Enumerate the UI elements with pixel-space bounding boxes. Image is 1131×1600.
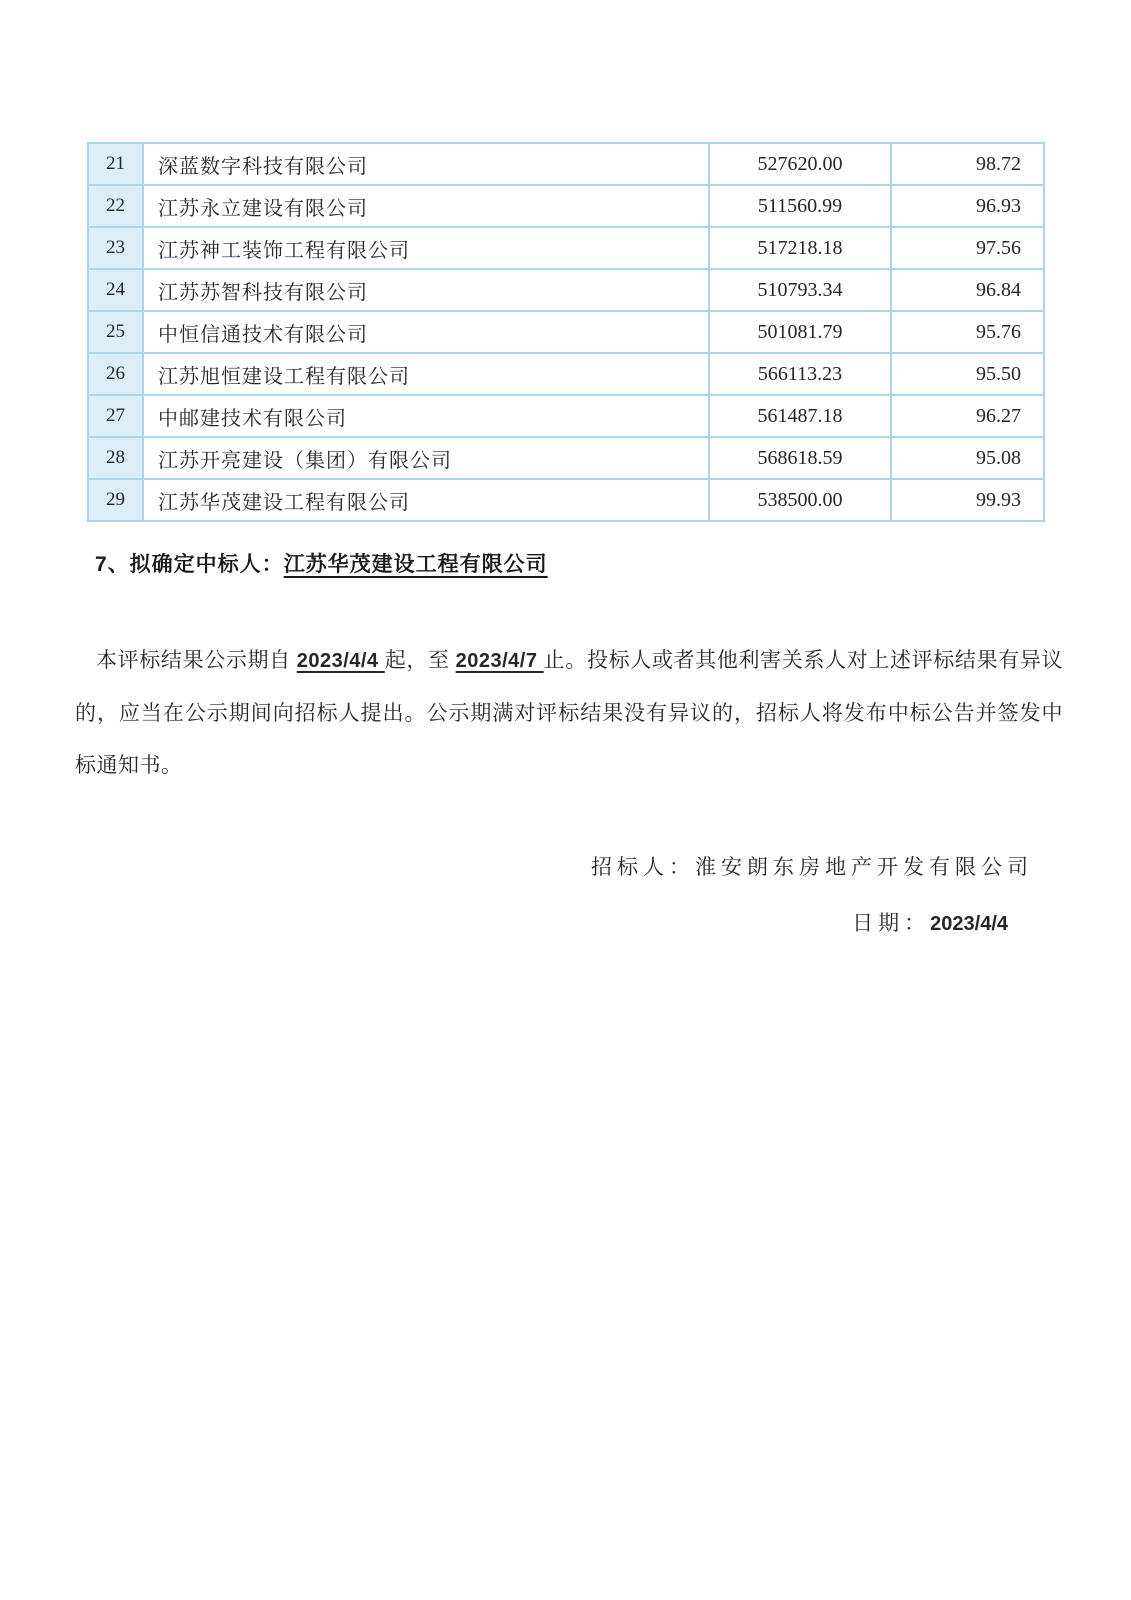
table-row: [88, 143, 1044, 185]
row-number-cell: 26: [88, 353, 143, 395]
table-row: [88, 185, 1044, 227]
publicity-start-date: 2023/4/4: [296, 650, 385, 672]
table-row: [88, 395, 1044, 437]
notice-text-3: 止。投标人或者其他利害关系人对上述评标结果有异议的，应当在公示期间向招标人提出。公示期满对评标结果没有异议的，招标人将发布中标公告并签发中标通知书。: [75, 648, 1064, 777]
company-name-cell: 中恒信通技术有限公司: [143, 311, 709, 353]
score-cell: 99.93: [891, 479, 1044, 521]
tenderer-name: 淮安朗东房地产开发有限公司: [695, 855, 1033, 879]
table-row: [88, 269, 1044, 311]
row-number-cell: 21: [88, 143, 143, 185]
score-cell: 98.72: [891, 143, 1044, 185]
winner-company: 江苏华茂建设工程有限公司: [283, 553, 548, 576]
score-cell: 95.08: [891, 437, 1044, 479]
row-number-cell: 24: [88, 269, 143, 311]
notice-paragraph: [75, 634, 1063, 791]
score-cell: 96.84: [891, 269, 1044, 311]
bid-price-cell: 501081.79: [709, 311, 891, 353]
bid-price-cell: 510793.34: [709, 269, 891, 311]
company-name-cell: 深蓝数字科技有限公司: [143, 143, 709, 185]
row-number-cell: 29: [88, 479, 143, 521]
score-cell: 95.76: [891, 311, 1044, 353]
company-name-cell: 江苏开亮建设（集团）有限公司: [143, 437, 709, 479]
company-name-cell: 江苏神工装饰工程有限公司: [143, 227, 709, 269]
score-cell: 97.56: [891, 227, 1044, 269]
bid-price-cell: 527620.00: [709, 143, 891, 185]
company-name-cell: 江苏旭恒建设工程有限公司: [143, 353, 709, 395]
date-line: [852, 907, 1008, 937]
table-row: [88, 479, 1044, 521]
table-row: [88, 437, 1044, 479]
bid-price-cell: 561487.18: [709, 395, 891, 437]
score-cell: 96.27: [891, 395, 1044, 437]
bid-price-cell: 511560.99: [709, 185, 891, 227]
date-value: 2023/4/4: [930, 913, 1008, 935]
notice-text-1: 本评标结果公示期自: [96, 648, 297, 672]
bid-price-cell: 566113.23: [709, 353, 891, 395]
row-number-cell: 27: [88, 395, 143, 437]
table-row: [88, 353, 1044, 395]
company-name-cell: 江苏苏智科技有限公司: [143, 269, 709, 311]
winner-label: 7、拟确定中标人：: [95, 553, 284, 576]
bid-table-body: [88, 143, 1044, 521]
winner-line: [95, 548, 548, 578]
notice-text-2: 起，至: [384, 648, 456, 672]
company-name-cell: 中邮建技术有限公司: [143, 395, 709, 437]
bid-price-cell: 538500.00: [709, 479, 891, 521]
table-row: [88, 227, 1044, 269]
row-number-cell: 22: [88, 185, 143, 227]
bid-price-cell: 517218.18: [709, 227, 891, 269]
row-number-cell: 25: [88, 311, 143, 353]
table-row: [88, 311, 1044, 353]
company-name-cell: 江苏永立建设有限公司: [143, 185, 709, 227]
date-label: 日期：: [852, 911, 931, 935]
row-number-cell: 23: [88, 227, 143, 269]
tenderer-label: 招标人：: [591, 855, 695, 879]
bid-results-table: [87, 142, 1045, 522]
tenderer-line: [591, 851, 1033, 881]
row-number-cell: 28: [88, 437, 143, 479]
score-cell: 96.93: [891, 185, 1044, 227]
company-name-cell: 江苏华茂建设工程有限公司: [143, 479, 709, 521]
score-cell: 95.50: [891, 353, 1044, 395]
publicity-end-date: 2023/4/7: [455, 650, 544, 672]
bid-price-cell: 568618.59: [709, 437, 891, 479]
